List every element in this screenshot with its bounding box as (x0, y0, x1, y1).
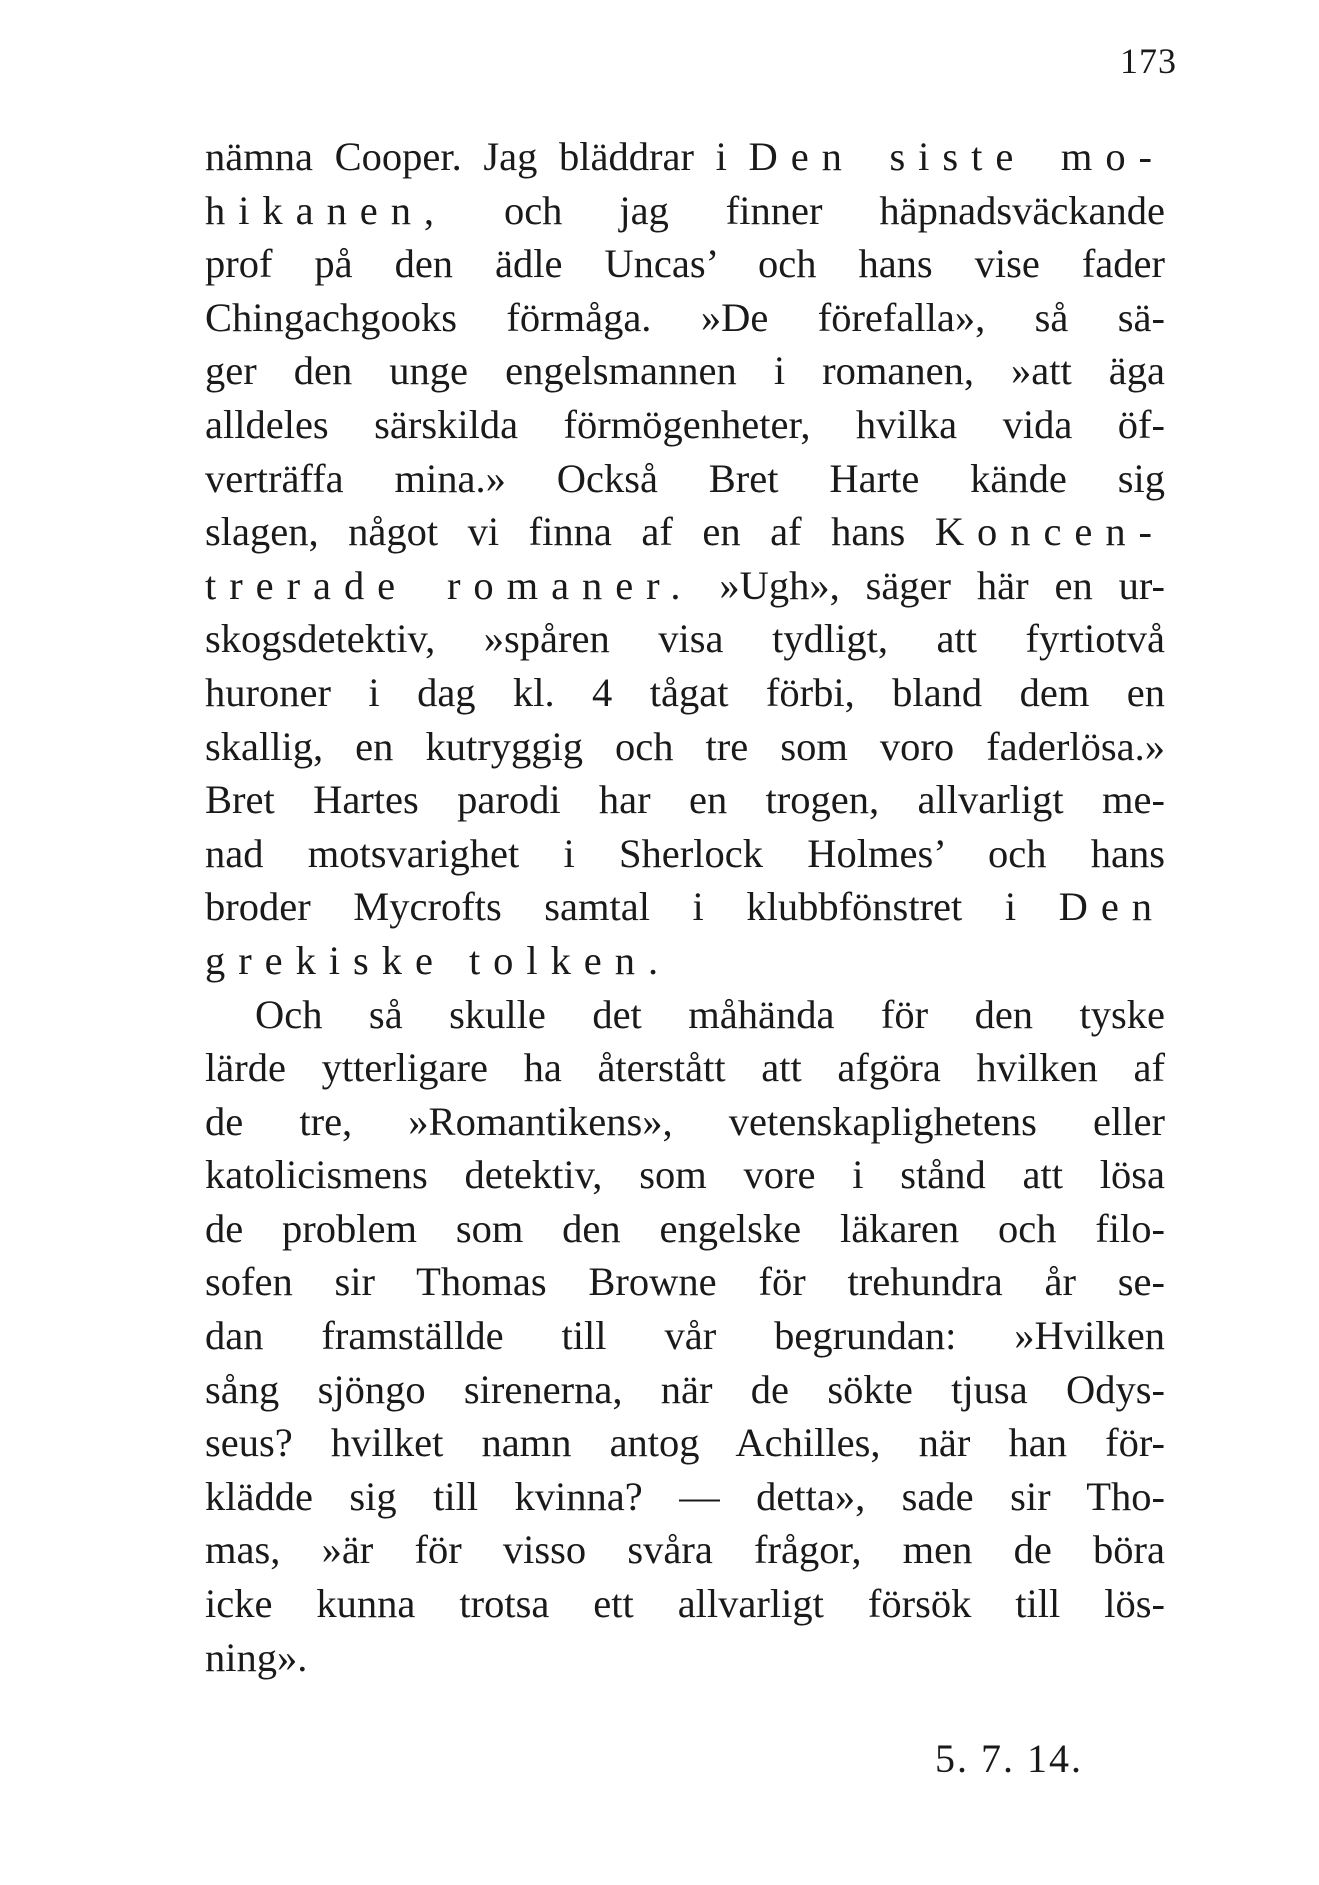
text-run: Bret Hartes parodi har en trogen, allvarligt me- (205, 777, 1165, 823)
text-run: Och så skulle det måhända för den tyske (255, 991, 1165, 1037)
text-run: de problem som den engelske läkaren och filo- (205, 1205, 1165, 1251)
text-run: alldeles särskilda förmögenheter, hvilka vida öf- (205, 401, 1165, 447)
text-run: prof på den ädle Uncas’ och hans vise fader (205, 241, 1165, 287)
text-line (205, 773, 1165, 827)
text-line (205, 130, 1165, 184)
text-run: »Ugh», säger här en ur- (693, 562, 1165, 608)
text-line (205, 398, 1165, 452)
text-line (205, 612, 1165, 666)
text-run: verträffa mina.» Också Bret Harte kände sig (205, 455, 1165, 501)
text-block (205, 130, 1165, 1684)
text-line (205, 1041, 1165, 1095)
text-line (205, 1363, 1165, 1417)
text-line (205, 1309, 1165, 1363)
text-line (205, 880, 1165, 934)
page-number: 173 (1120, 41, 1177, 81)
text-line (205, 344, 1165, 398)
text-run: huroner i dag kl. 4 tågat förbi, bland dem en (205, 669, 1165, 715)
text-run: dan framställde till vår begrundan: »Hvilken (205, 1313, 1165, 1359)
spaced-emphasis: Den (1058, 884, 1165, 930)
spaced-emphasis: hikanen, (205, 187, 448, 233)
text-line (205, 666, 1165, 720)
text-line (205, 237, 1165, 291)
text-line (205, 1255, 1165, 1309)
spaced-emphasis: Koncen- (934, 509, 1165, 555)
text-run: ning». (205, 1634, 308, 1680)
text-line (205, 988, 1165, 1042)
text-line (205, 827, 1165, 881)
text-line (205, 1416, 1165, 1470)
text-line (205, 934, 1165, 988)
text-run: slagen, något vi finna af en af hans (205, 509, 935, 555)
spaced-emphasis: Den siste mo- (748, 134, 1165, 179)
text-line (205, 1470, 1165, 1524)
text-run: lärde ytterligare ha återstått att afgöra hvilken af (205, 1045, 1165, 1091)
spaced-emphasis: trerade romaner. (205, 562, 694, 608)
text-line (205, 1523, 1165, 1577)
text-line (205, 559, 1165, 613)
text-line (205, 1202, 1165, 1256)
text-run: nämna Cooper. Jag bläddrar i (205, 134, 749, 179)
text-line (205, 1577, 1165, 1631)
text-line (205, 291, 1165, 345)
text-line (205, 720, 1165, 774)
text-run: broder Mycrofts samtal i klubbfönstret i (205, 884, 1059, 930)
text-line (205, 1631, 1165, 1685)
text-run: sofen sir Thomas Browne för trehundra år se- (205, 1259, 1165, 1305)
text-line (205, 505, 1165, 559)
text-line (205, 1148, 1165, 1202)
text-line (205, 1095, 1165, 1149)
text-line (205, 184, 1165, 238)
text-run: seus? hvilket namn antog Achilles, när han för- (205, 1420, 1165, 1466)
text-run: sång sjöngo sirenerna, när de sökte tjusa Odys- (205, 1366, 1165, 1412)
text-run: klädde sig till kvinna? — detta», sade sir Tho- (205, 1473, 1165, 1519)
text-run: och jag finner häpnadsväckande (447, 187, 1165, 233)
text-run: nad motsvarighet i Sherlock Holmes’ och hans (205, 830, 1165, 876)
text-run: ger den unge engelsmannen i romanen, »att äga (205, 348, 1165, 394)
text-run: mas, »är för visso svåra frågor, men de böra (205, 1527, 1165, 1573)
text-run: skallig, en kutryggig och tre som voro faderlösa.» (205, 723, 1165, 769)
text-run: skogsdetektiv, »spåren visa tydligt, att fyrtiotvå (205, 616, 1165, 662)
date: 5. 7. 14. (935, 1736, 1083, 1781)
text-run: Chingachgooks förmåga. »De förefalla», så sä- (205, 294, 1165, 340)
text-run: de tre, »Romantikens», vetenskaplighetens eller (205, 1098, 1165, 1144)
text-run: katolicismens detektiv, som vore i stånd att lösa (205, 1152, 1165, 1198)
text-line (205, 452, 1165, 506)
text-run: icke kunna trotsa ett allvarligt försök till lös- (205, 1581, 1165, 1627)
spaced-emphasis: grekiske tolken. (205, 937, 672, 983)
